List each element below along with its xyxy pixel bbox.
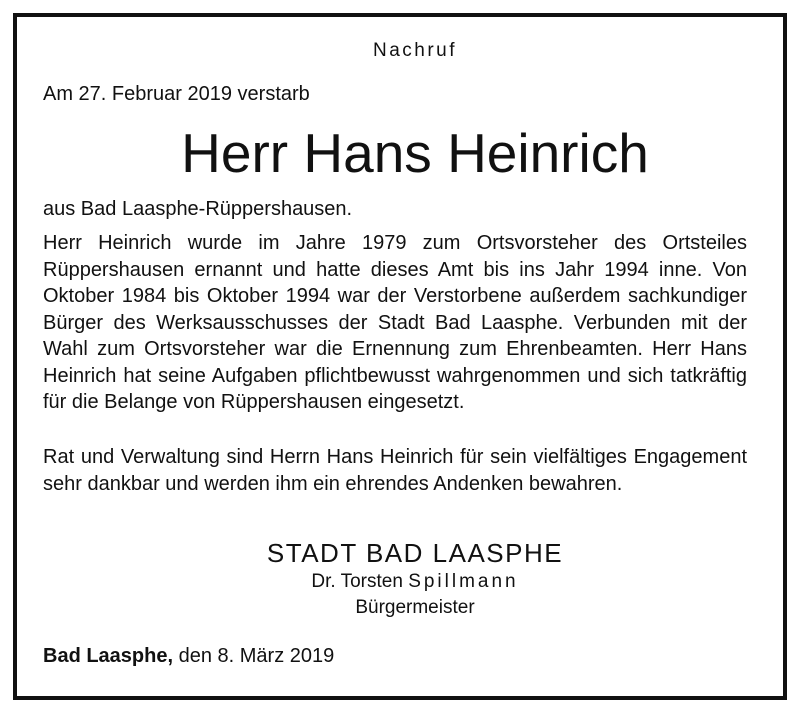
place-name: Bad Laasphe, — [43, 645, 174, 667]
signer-last-name: Spillmann — [408, 571, 519, 592]
place-date-line — [43, 645, 334, 668]
gratitude-paragraph: Rat und Verwaltung sind Herrn Hans Heinrich für sein vielfältiges Engagement sehr dankbar und werden ihm ein ehrendes Andenken bewahren. — [43, 446, 747, 495]
deceased-name: Herr Hans Heinrich — [181, 122, 649, 184]
notice-date: den 8. März 2019 — [178, 645, 335, 667]
notice-header-label: Nachruf — [372, 40, 458, 61]
death-date-line: Am 27. Februar 2019 verstarb — [43, 83, 310, 105]
signer-first-name: Dr. Torsten — [311, 571, 403, 592]
signature-signer — [43, 571, 747, 593]
deceased-origin: aus Bad Laasphe-Rüppershausen. — [43, 198, 353, 220]
biography-paragraph: Herr Heinrich wurde im Jahre 1979 zum Ortsvorsteher des Ortsteiles Rüppershausen ernannt und hatte dieses Amt bis ins Jahr 1994 inne. Von Oktober 1984 bis Oktober 1994 war der Verstorbene außerdem sachkundiger Bürger des Werksausschusses der Stadt Bad Laasphe. Verbunden mit der Wahl zum Ortsvorsteher war die Ernennung zum Ehrenbeamten. Herr Hans Heinrich hat seine Aufgaben pflichtbewusst wahrgenommen und sich tatkräftig für die Belange von Rüppershausen eingesetzt. — [43, 232, 747, 413]
signature-organization: STADT BAD LAASPHE — [266, 538, 564, 568]
signature-role: Bürgermeister — [355, 597, 475, 618]
